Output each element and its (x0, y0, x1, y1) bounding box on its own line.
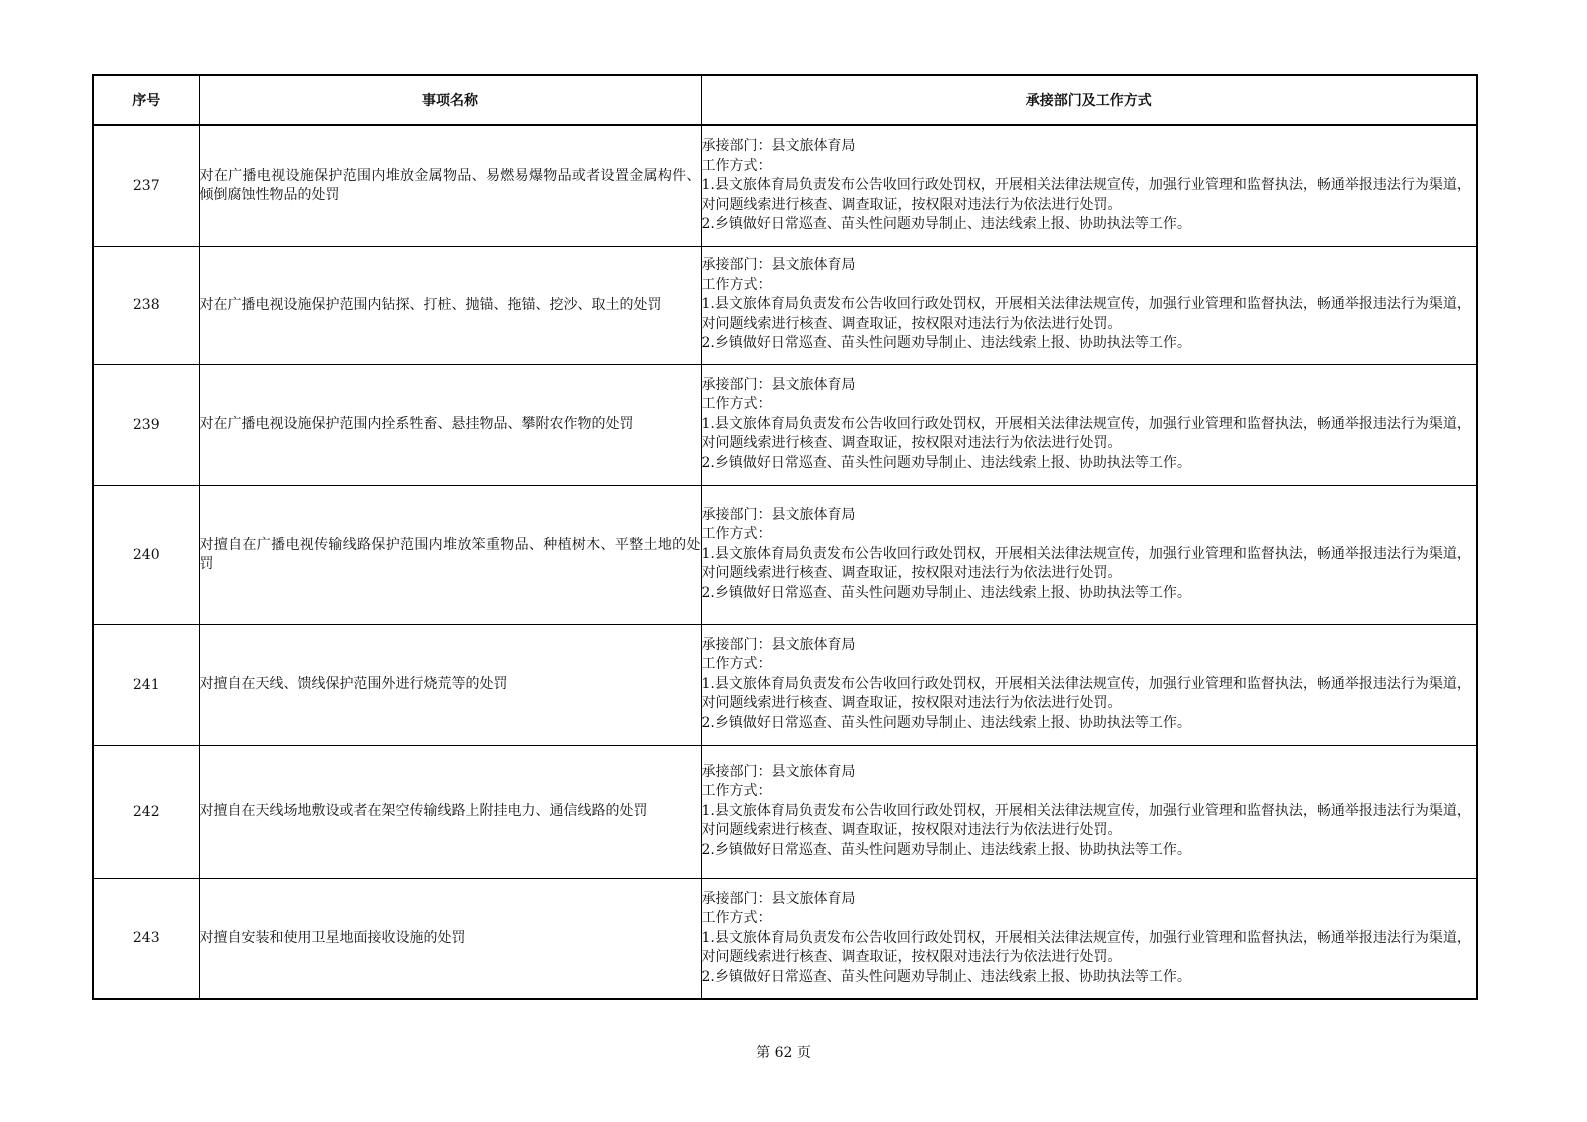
row-seq: 239 (93, 364, 199, 485)
dept-label: 承接部门：县文旅体育局 (701, 636, 856, 653)
method-step-2: 2.乡镇做好日常巡查、苗头性问题劝导制止、违法线索上报、协助执法等工作。 (701, 841, 1191, 858)
row-name: 对擅自在广播电视传输线路保护范围内堆放笨重物品、种植树木、平整土地的处罚 (199, 485, 701, 624)
method-label: 工作方式： (701, 157, 772, 174)
header-row (93, 75, 1477, 125)
method-step-1: 1.县文旅体育局负责发布公告收回行政处罚权，开展相关法律法规宣传，加强行业管理和监督执法，畅通举报违法行为渠道，对问题线索进行核查、调查取证，按权限对违法行为依法进行处罚。 (701, 177, 1471, 213)
row-dept (701, 624, 1477, 745)
row-dept (701, 745, 1477, 878)
header-dept: 承接部门及工作方式 (701, 75, 1477, 125)
row-dept (701, 125, 1477, 246)
method-label: 工作方式： (701, 656, 772, 673)
method-step-1: 1.县文旅体育局负责发布公告收回行政处罚权，开展相关法律法规宣传，加强行业管理和监督执法，畅通举报违法行为渠道，对问题线索进行核查、调查取证，按权限对违法行为依法进行处罚。 (701, 415, 1471, 452)
row-seq: 241 (93, 624, 199, 745)
row-seq: 238 (93, 246, 199, 364)
matters-table (92, 74, 1478, 1000)
table-row (93, 485, 1477, 624)
method-step-1: 1.县文旅体育局负责发布公告收回行政处罚权，开展相关法律法规宣传，加强行业管理和监督执法，畅通举报违法行为渠道，对问题线索进行核查、调查取证，按权限对违法行为依法进行处罚。 (701, 802, 1471, 839)
table-row (93, 246, 1477, 364)
method-label: 工作方式： (701, 276, 772, 293)
table-row (93, 878, 1477, 999)
row-dept (701, 246, 1477, 364)
row-seq: 237 (93, 125, 199, 246)
dept-label: 承接部门：县文旅体育局 (701, 376, 856, 393)
table-row (93, 624, 1477, 745)
row-name: 对在广播电视设施保护范围内堆放金属物品、易燃易爆物品或者设置金属构件、倾倒腐蚀性物品的处罚 (199, 125, 701, 246)
row-dept (701, 485, 1477, 624)
method-step-2: 2.乡镇做好日常巡查、苗头性问题劝导制止、违法线索上报、协助执法等工作。 (701, 335, 1191, 352)
header-seq: 序号 (93, 75, 199, 125)
method-step-2: 2.乡镇做好日常巡查、苗头性问题劝导制止、违法线索上报、协助执法等工作。 (701, 584, 1191, 601)
row-seq: 243 (93, 878, 199, 999)
table-row (93, 364, 1477, 485)
method-label: 工作方式： (701, 910, 772, 926)
dept-label: 承接部门：县文旅体育局 (701, 506, 856, 523)
method-label: 工作方式： (701, 396, 772, 413)
row-name: 对在广播电视设施保护范围内拴系牲畜、悬挂物品、攀附农作物的处罚 (199, 364, 701, 485)
method-step-2: 2.乡镇做好日常巡查、苗头性问题劝导制止、违法线索上报、协助执法等工作。 (701, 714, 1191, 731)
method-step-1: 1.县文旅体育局负责发布公告收回行政处罚权，开展相关法律法规宣传，加强行业管理和监督执法，畅通举报违法行为渠道，对问题线索进行核查、调查取证，按权限对违法行为依法进行处罚。 (701, 296, 1471, 332)
method-label: 工作方式： (701, 783, 772, 800)
method-step-2: 2.乡镇做好日常巡查、苗头性问题劝导制止、违法线索上报、协助执法等工作。 (701, 968, 1191, 985)
header-name: 事项名称 (199, 75, 701, 125)
row-dept (701, 878, 1477, 999)
method-step-1: 1.县文旅体育局负责发布公告收回行政处罚权，开展相关法律法规宣传，加强行业管理和监督执法，畅通举报违法行为渠道，对问题线索进行核查、调查取证，按权限对违法行为依法进行处罚。 (701, 929, 1471, 965)
method-step-1: 1.县文旅体育局负责发布公告收回行政处罚权，开展相关法律法规宣传，加强行业管理和监督执法，畅通举报违法行为渠道，对问题线索进行核查、调查取证，按权限对违法行为依法进行处罚。 (701, 675, 1471, 712)
row-seq: 242 (93, 745, 199, 878)
row-name: 对擅自安装和使用卫星地面接收设施的处罚 (199, 878, 701, 999)
row-name: 对在广播电视设施保护范围内钻探、打桩、抛锚、拖锚、挖沙、取土的处罚 (199, 246, 701, 364)
table-row (93, 125, 1477, 246)
row-name: 对擅自在天线场地敷设或者在架空传输线路上附挂电力、通信线路的处罚 (199, 745, 701, 878)
dept-label: 承接部门：县文旅体育局 (701, 763, 856, 780)
method-step-2: 2.乡镇做好日常巡查、苗头性问题劝导制止、违法线索上报、协助执法等工作。 (701, 216, 1191, 232)
dept-label: 承接部门：县文旅体育局 (701, 890, 856, 907)
table-row (93, 745, 1477, 878)
method-step-1: 1.县文旅体育局负责发布公告收回行政处罚权，开展相关法律法规宣传，加强行业管理和监督执法，畅通举报违法行为渠道，对问题线索进行核查、调查取证，按权限对违法行为依法进行处罚。 (701, 545, 1471, 582)
method-label: 工作方式： (701, 526, 772, 543)
dept-label: 承接部门：县文旅体育局 (701, 257, 856, 274)
row-seq: 240 (93, 485, 199, 624)
dept-label: 承接部门：县文旅体育局 (701, 138, 856, 154)
row-name: 对擅自在天线、馈线保护范围外进行烧荒等的处罚 (199, 624, 701, 745)
page-number: 第 62 页 (756, 1045, 811, 1061)
row-dept (701, 364, 1477, 485)
method-step-2: 2.乡镇做好日常巡查、苗头性问题劝导制止、违法线索上报、协助执法等工作。 (701, 454, 1191, 471)
